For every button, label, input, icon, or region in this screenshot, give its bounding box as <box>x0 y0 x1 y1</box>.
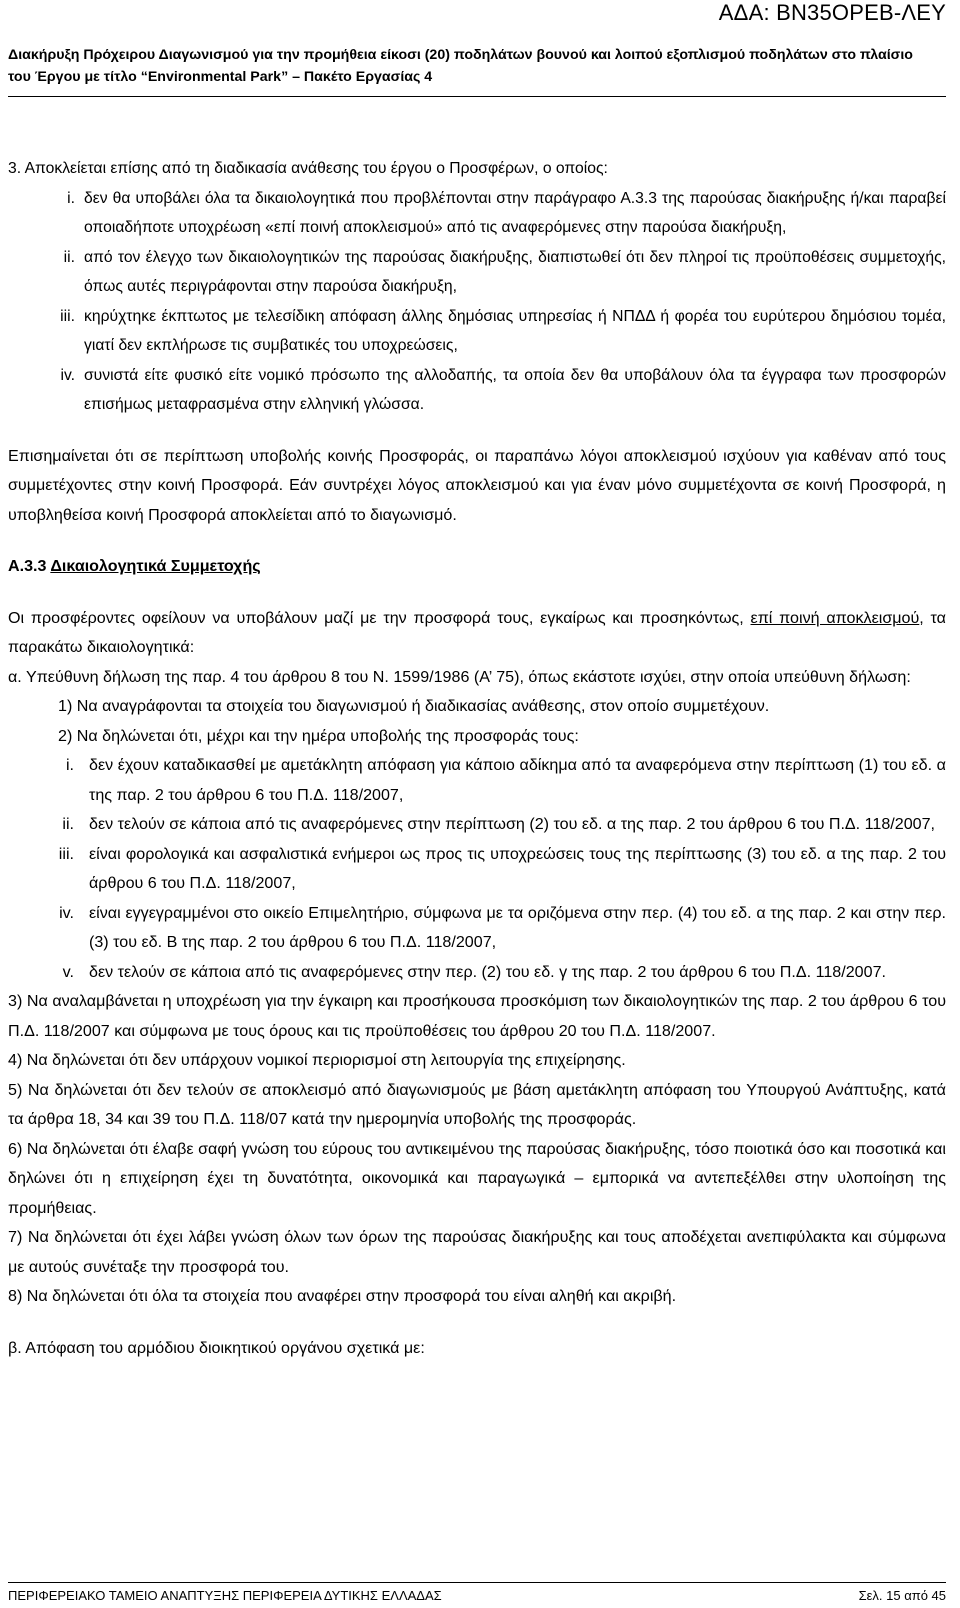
footer-organization: ΠΕΡΙΦΕΡΕΙΑΚΟ ΤΑΜΕΙΟ ΑΝΑΠΤΥΞΗΣ ΠΕΡΙΦΕΡΕΙΑ ΔΥΤΙΚΗΣ ΕΛΛΑΔΑΣ <box>8 1588 442 1603</box>
page-header <box>8 44 946 88</box>
section-heading-title: Δικαιολογητικά Συμμετοχής <box>50 557 261 575</box>
exclusion-item-label: ii. <box>63 248 75 266</box>
declaration-2: 2) Να δηλώνεται ότι, μέχρι και την ημέρα υποβολής της προσφοράς τους: <box>58 726 579 745</box>
page-number: Σελ. 15 από 45 <box>858 1588 946 1603</box>
declaration-2-item <box>8 958 946 988</box>
exclusion-item <box>8 361 946 420</box>
exclusion-item-text: από τον έλεγχο των δικαιολογητικών της παρούσας διακήρυξης, διαπιστωθεί ότι δεν πληροί τις προϋποθέσεις συμμετοχής, όπως αυτές περιγράφονται στην παρούσα διακήρυξη, <box>84 248 946 295</box>
exclusion-item-label: i. <box>67 189 75 207</box>
section-heading <box>8 552 946 582</box>
declaration-2-item-text: δεν τελούν σε κάποια από τις αναφερόμενες στην περίπτωση (2) του εδ. α της παρ. 2 του άρθρου 6 του Π.Δ. 118/2007, <box>89 815 936 833</box>
declaration-2-item-label: ii. <box>62 815 74 833</box>
obligation-text-post: , τα παρακάτω δικαιολογητικά: <box>8 608 946 656</box>
item-a: α. Υπεύθυνη δήλωση της παρ. 4 του άρθρου 8 του Ν. 1599/1986 (Α’ 75), όπως εκάστοτε ισχύει, στην οποία υπεύθυνη δήλωση: <box>8 667 911 686</box>
exclusion-item <box>8 184 946 243</box>
declaration-2-item-label: v. <box>62 962 74 981</box>
declaration-2-item-label: iii. <box>58 844 74 863</box>
exclusion-item-label: iv. <box>60 366 75 384</box>
declaration-3-text: 3) Να αναλαμβάνεται η υποχρέωση για την έγκαιρη και προσήκουσα προσκόμιση των δικαιολογητικών της παρ. 2 του άρθρου 6 του Π.Δ. 118/2007 και σύμφωνα με τους όρους και τις προϋποθέσεις του άρθρου 20 του Π.Δ. 118/2007. <box>8 992 946 1040</box>
header-divider <box>8 96 946 97</box>
header-line-1: Διακήρυξη Πρόχειρου Διαγωνισμού για την προμήθεια είκοσι (20) ποδηλάτων βουνού και λοιπού εξοπλισμού ποδηλάτων στο πλαίσιο <box>8 47 913 63</box>
declaration-2-item <box>8 899 946 958</box>
ada-code: ΑΔΑ: ΒΝ35ΟΡΕΒ-ΛΕΥ <box>718 0 946 25</box>
declaration-5: 5) Να δηλώνεται ότι δεν τελούν σε αποκλεισμό από διαγωνισμούς με βάση αμετάκλητη απόφαση του Υπουργού Ανάπτυξης, κατά τα άρθρα 18, 34 και 39 του Π.Δ. 118/07 κατά την ημερομηνία υποβολής της προσφοράς. <box>8 1080 946 1128</box>
exclusion-item-text: κηρύχτηκε έκπτωτος με τελεσίδικη απόφαση άλλης δημόσιας υπηρεσίας ή ΝΠΔΔ ή φορέα του ευρύτερου δημόσιου τομέα, γιατί δεν εκπλήρωσε τις συμβατικές του υποχρεώσεις, <box>84 307 946 354</box>
exclusion-section <box>8 154 946 420</box>
declaration-6: 6) Να δηλώνεται ότι έλαβε σαφή γνώση του εύρους του αντικειμένου της παρούσας διακήρυξης, τόσο ποιοτικά όσο και ποσοτικά και δηλώνει ότι η επιχείρηση έχει τη δυνατότητα, οικονομικά και παραγωγικά – εμπορικά να αντεπεξέλθει στην υλοποίηση της προμήθειας. <box>8 1139 946 1217</box>
exclusion-item <box>8 302 946 361</box>
declaration-3 <box>8 987 946 1046</box>
obligation-text-underlined: επί ποινή αποκλεισμού <box>750 608 920 627</box>
exclusion-intro: 3. Αποκλείεται επίσης από τη διαδικασία ανάθεσης του έργου ο Προσφέρων, ο οποίος: <box>8 160 608 177</box>
declaration-2-item-label: iv. <box>59 903 74 922</box>
section-heading-number: Α.3.3 <box>8 557 51 575</box>
exclusion-item-text: δεν θα υποβάλει όλα τα δικαιολογητικά που προβλέπονται στην παράγραφο Α.3.3 της παρούσας διακήρυξης ή/και παραβεί οποιαδήποτε υποχρέωση «επί ποινή αποκλεισμού» από τις αναφερόμενες στην παρούσα διακήρυξη, <box>84 189 946 236</box>
obligation-text-pre: Οι προσφέροντες οφείλουν να υποβάλουν μαζί με την προσφορά τους, εγκαίρως και προσηκόντως, <box>8 608 751 627</box>
obligation-paragraph <box>8 604 946 663</box>
exclusion-item <box>8 243 946 302</box>
declaration-2-item-label: i. <box>65 756 74 774</box>
declaration-7: 7) Να δηλώνεται ότι έχει λάβει γνώση όλων των όρων της παρούσας διακήρυξης και τους αποδέχεται ανεπιφύλακτα και σύμφωνα με αυτούς συνέταξε την προσφορά του. <box>8 1228 946 1276</box>
header-line-2: του Έργου με τίτλο “Environmental Park” – Πακέτο Εργασίας 4 <box>8 69 433 85</box>
declaration-2-item-text: είναι φορολογικά και ασφαλιστικά ενήμεροι ως προς τις υποχρεώσεις τους της περίπτωσης (3) του εδ. α της παρ. 2 του άρθρου 6 του Π.Δ. 118/2007, <box>89 844 946 892</box>
declaration-2-item <box>8 840 946 899</box>
declaration-4: 4) Να δηλώνεται ότι δεν υπάρχουν νομικοί περιορισμοί στη λειτουργία της επιχείρησης. <box>8 1051 626 1069</box>
declaration-2-item-text: δεν τελούν σε κάποια από τις αναφερόμενες στην περ. (2) του εδ. γ της παρ. 2 του άρθρου 6 του Π.Δ. 118/2007. <box>89 962 886 981</box>
declaration-2-item-text: δεν έχουν καταδικασθεί με αμετάκλητη απόφαση για κάποιο αδίκημα από τα αναφερόμενα στην περίπτωση (1) του εδ. α της παρ. 2 του άρθρου 6 του Π.Δ. 118/2007, <box>89 756 946 804</box>
exclusion-item-label: iii. <box>60 307 75 325</box>
document-body <box>8 154 946 1363</box>
joint-offer-note: Επισημαίνεται ότι σε περίπτωση υποβολής κοινής Προσφοράς, οι παραπάνω λόγοι αποκλεισμού ισχύουν για καθέναν από τους συμμετέχοντες στην κοινή Προσφορά. Εάν συντρέχει λόγος αποκλεισμού και για έναν μόνο συμμετέχοντα σε κοινή Προσφορά, η υποβληθείσα κοινή Προσφορά αποκλείεται από το διαγωνισμό. <box>8 446 946 524</box>
declaration-2-item-text: είναι εγγεγραμμένοι στο οικείο Επιμελητήριο, σύμφωνα με τα οριζόμενα στην περ. (4) του εδ. α της παρ. 2 και στην περ. (3) του εδ. Β της παρ. 2 του άρθρου 6 του Π.Δ. 118/2007, <box>89 903 946 951</box>
declaration-8: 8) Να δηλώνεται ότι όλα τα στοιχεία που αναφέρει στην προσφορά του είναι αληθή και ακριβή. <box>8 1287 677 1305</box>
item-b: β. Απόφαση του αρμόδιου διοικητικού οργάνου σχετικά με: <box>8 1338 425 1357</box>
footer-divider <box>8 1582 946 1583</box>
exclusion-item-text: συνιστά είτε φυσικό είτε νομικό πρόσωπο της αλλοδαπής, τα οποία δεν θα υποβάλουν όλα τα έγγραφα των προσφορών επισήμως μεταφρασμένα στην ελληνική γλώσσα. <box>84 366 946 413</box>
declaration-2-item <box>8 751 946 810</box>
declaration-2-item <box>8 810 946 840</box>
declaration-1: 1) Να αναγράφονται τα στοιχεία του διαγωνισμού ή διαδικασίας ανάθεσης, στον οποίο συμμετέχουν. <box>58 697 770 715</box>
